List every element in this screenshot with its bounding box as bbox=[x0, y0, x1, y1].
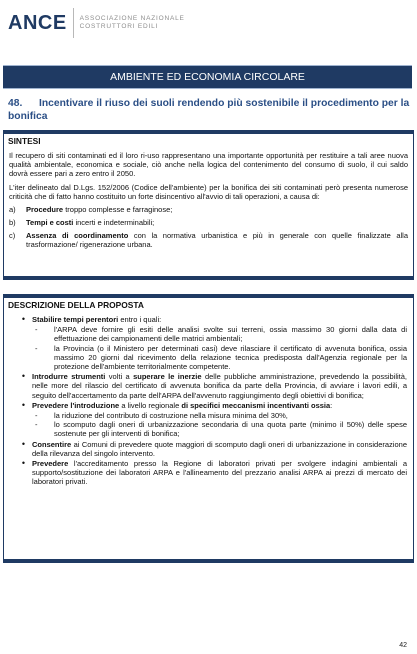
proposta-list bbox=[4, 315, 413, 487]
box-bottom-rule bbox=[4, 559, 413, 562]
chapter-banner: AMBIENTE ED ECONOMIA CIRCOLARE bbox=[3, 65, 412, 89]
section-title-text: Incentivare il riuso dei suoli rendendo più sostenibile il procedimento per la bonifica bbox=[8, 98, 410, 122]
list-item bbox=[4, 401, 413, 439]
sub-item-text: l'ARPA deve fornire gli esiti delle analisi svolte sui terreni, ossia massimo 30 giorni dalla data di effettuazione dei campionamenti delle matrici ambientali; bbox=[54, 324, 407, 343]
bullet-icon: • bbox=[21, 458, 25, 469]
bullet-icon: • bbox=[21, 399, 25, 410]
sub-list bbox=[32, 411, 407, 439]
logo-organization-name bbox=[80, 15, 185, 31]
dash-icon: - bbox=[35, 410, 38, 420]
item-text: : bbox=[330, 400, 333, 410]
item-text: l'accreditamento presso la Regione di laboratori privati per svolgere indagini ambientali a supporto/sostituzione dei laboratori ARPA e l'allineamento del prezzario analisi ARPA ai prezzi di mercato dei laboratori privati. bbox=[32, 459, 407, 487]
item-bold: Stabilire tempi perentori bbox=[32, 315, 119, 324]
org-line-2: COSTRUTTORI EDILI bbox=[79, 23, 159, 30]
ance-logo bbox=[8, 6, 185, 40]
sub-item-text: la riduzione del contributo di costruzione nella misura minima del 30%, bbox=[54, 410, 288, 420]
list-item bbox=[9, 218, 408, 227]
list-item bbox=[4, 459, 413, 487]
list-item bbox=[4, 315, 413, 371]
item-bold: Tempi e costi bbox=[26, 217, 74, 227]
bullet-icon: • bbox=[21, 371, 25, 382]
item-bold: Prevedere l'introduzione bbox=[32, 400, 120, 410]
org-line-1: ASSOCIAZIONE NAZIONALE bbox=[79, 15, 185, 22]
item-text: a livello regionale bbox=[119, 400, 182, 410]
section-title bbox=[8, 97, 410, 123]
list-item bbox=[4, 440, 413, 458]
item-bold: Introdurre strumenti bbox=[32, 372, 106, 382]
dash-icon: - bbox=[35, 343, 38, 353]
sintesi-box bbox=[3, 130, 414, 280]
dash-icon: - bbox=[35, 420, 38, 430]
box-top-rule bbox=[4, 131, 413, 134]
item-bold: superare le inerzie bbox=[133, 372, 202, 382]
item-marker: b) bbox=[9, 217, 16, 227]
item-text: volti a bbox=[105, 372, 134, 382]
bullet-icon: • bbox=[21, 438, 25, 449]
box-top-rule bbox=[4, 295, 413, 298]
section-number: 48. bbox=[8, 98, 23, 109]
item-bold: Assenza di coordinamento bbox=[26, 230, 129, 240]
sub-item-text: la Provincia (o il Ministero per determinati casi) deve rilasciare il certificato di avvenuta bonifica, ossia massimo 20 giorni dal ricevimento della relazione tecnica predisposta dall'Agenzia regionale per la protezione dell'ambiente territorialmente competente. bbox=[54, 343, 407, 372]
item-text: con la normativa urbanistica e più in generale con quelle finalizzate alla trasformazione/ rigenerazione urbana. bbox=[26, 230, 408, 249]
logo-divider bbox=[73, 8, 74, 38]
item-bold: Procedure bbox=[26, 205, 64, 215]
sub-item bbox=[32, 325, 407, 343]
sintesi-heading: SINTESI bbox=[8, 136, 41, 146]
sintesi-paragraph-2: L'iter delineato dal D.Lgs. 152/2006 (Codice dell'ambiente) per la bonifica dei siti contaminati però presenta numerose criticità che di fatto hanno costituito un forte disincentivo all'avvio di tali operazioni, a causa di: bbox=[9, 182, 408, 201]
item-text: troppo complesse e farraginose; bbox=[63, 205, 173, 215]
sub-item-text: lo scomputo dagli oneri di urbanizzazione secondaria di una quota parte (minimo il 50%) delle spese sostenute per gli interventi di bonifica; bbox=[54, 420, 407, 439]
page-number: 42 bbox=[399, 642, 407, 649]
sub-item bbox=[32, 411, 407, 420]
item-text: entro i quali: bbox=[118, 315, 162, 324]
item-bold: Consentire bbox=[32, 439, 72, 449]
sub-list bbox=[32, 325, 407, 372]
item-marker: a) bbox=[9, 205, 16, 215]
list-item bbox=[9, 205, 408, 214]
item-text: delle pubbliche amministrazione, prevedendo la possibilità, nelle more del rilascio del certificato di avvenuta bonifica da parte della Provincia, di avviare i lavori edili, a seguito dell'accertamento da parte dell'ARPA dell'avvenuto raggiungimento degli obiettivi di bonifica; bbox=[32, 372, 407, 400]
list-item bbox=[9, 231, 408, 249]
bullet-icon: • bbox=[21, 314, 25, 324]
logo-wordmark: ANCE bbox=[8, 12, 67, 34]
item-marker: c) bbox=[9, 230, 16, 240]
sub-item bbox=[32, 344, 407, 372]
box-bottom-rule bbox=[4, 276, 413, 279]
item-bold: di specifici meccanismi incentivanti ossia bbox=[181, 400, 331, 410]
sub-item bbox=[32, 420, 407, 438]
item-text: ai Comuni di prevedere quote maggiori di scomputo dagli oneri di urbanizzazione in considerazione della rilevanza del singolo intervento. bbox=[32, 439, 407, 458]
list-item bbox=[4, 372, 413, 400]
item-text: incerti e indeterminabili; bbox=[73, 217, 155, 227]
item-bold: Prevedere bbox=[32, 459, 69, 469]
criticita-list bbox=[4, 205, 413, 249]
sintesi-paragraph-1: Il recupero di siti contaminati ed il loro ri-uso rappresentano una importante opportunità per restituire a tali aree nuova qualità ambientale, economica e sociale, ciò anche nella logica del contenimento del consumo di suolo, il cui saldo dovrà essere pari a zero entro il 2050. bbox=[9, 151, 408, 179]
proposta-heading: DESCRIZIONE DELLA PROPOSTA bbox=[8, 300, 144, 310]
proposta-box bbox=[3, 294, 414, 563]
dash-icon: - bbox=[35, 324, 38, 334]
